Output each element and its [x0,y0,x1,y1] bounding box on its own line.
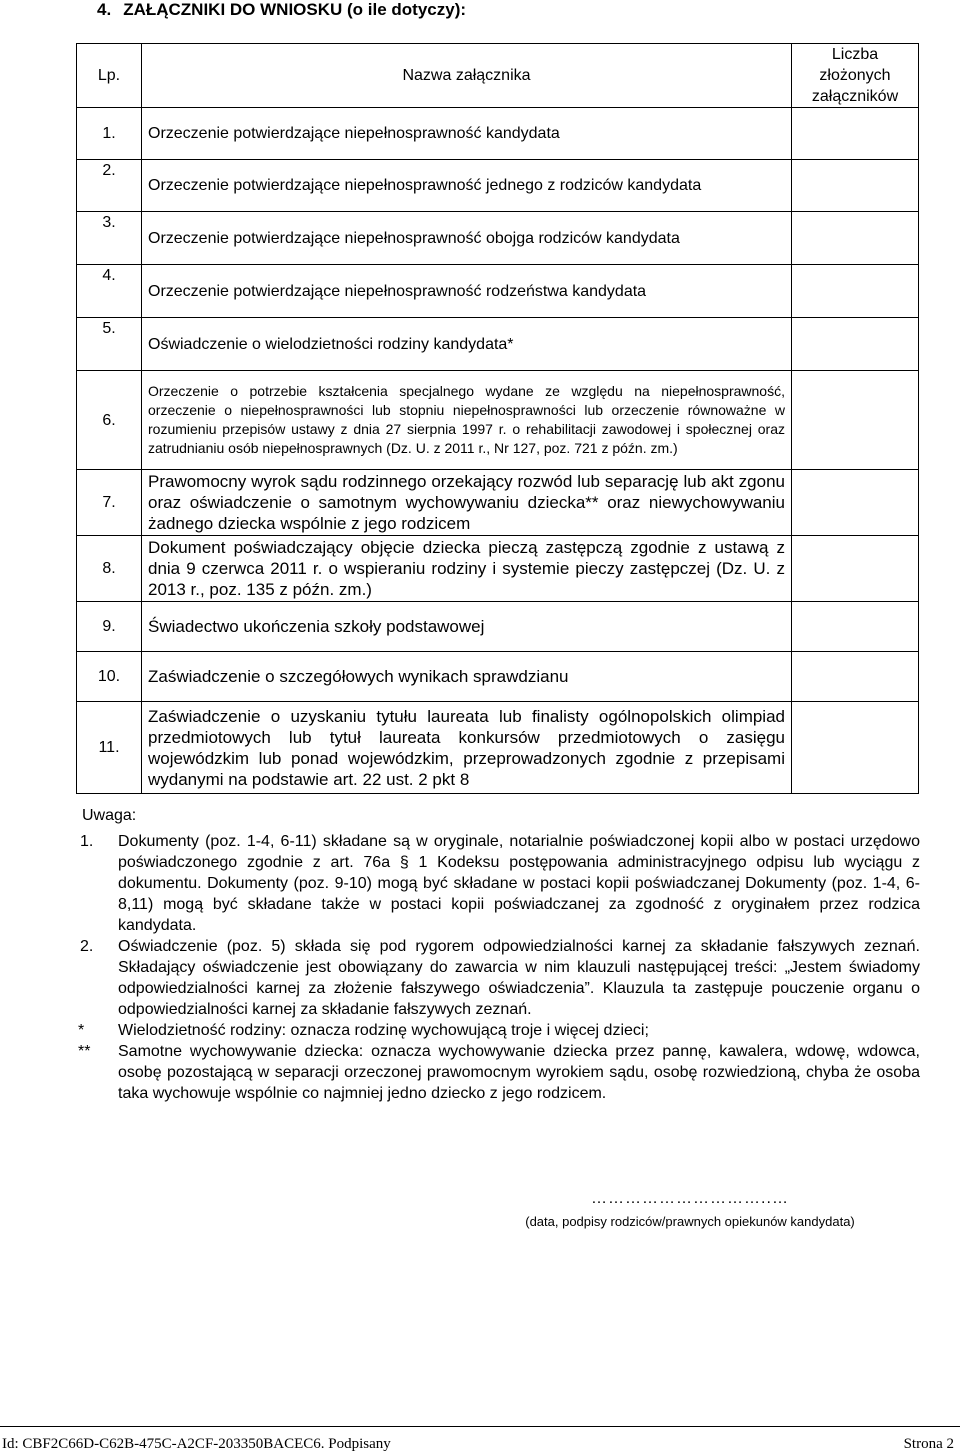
table-row [77,702,919,794]
row-lp: 1. [77,108,142,160]
attachments-table [76,43,919,794]
note-item [78,936,920,1020]
table-row [77,160,919,212]
row-name: Orzeczenie potwierdzające niepełnosprawność rodzeństwa kandydata [142,265,792,318]
table-row [77,470,919,536]
notes-section [78,805,920,1104]
table-row [77,602,919,652]
note-text: Dokumenty (poz. 1-4, 6-11) składane są w oryginale, notarialnie poświadczonej kopii albo w postaci urzędowo poświadczonego zgodnie z art. 76a § 1 Kodeksu postępowania administracyjnego odpisu lub wyciągu z dokumentu. Dokumenty (poz. 9-10) mogą być składane w postaci kopii poświadczanej Dokumenty (poz. 1-4, 6-8,11) mogą być składane także w postaci kopii poświadczanej za zgodność z oryginałem przez rodzica kandydata. [118,833,920,934]
row-count-cell[interactable] [792,371,919,470]
signature-block [480,1190,900,1229]
row-count-cell[interactable] [792,536,919,602]
row-lp: 4. [77,265,142,318]
row-count-cell[interactable] [792,652,919,702]
row-lp: 8. [77,536,142,602]
row-name: Zaświadczenie o szczegółowych wynikach sprawdzianu [142,652,792,702]
row-name: Orzeczenie potwierdzające niepełnosprawność kandydata [142,108,792,160]
row-count-cell[interactable] [792,212,919,265]
table-row [77,652,919,702]
table-row [77,371,919,470]
section-number: 4. [97,0,112,19]
row-name: Świadectwo ukończenia szkoły podstawowej [142,602,792,652]
row-lp: 5. [77,318,142,371]
footnote-marker: * [78,1022,85,1039]
row-lp: 2. [77,160,142,212]
table-row [77,212,919,265]
note-marker: 2. [80,938,94,955]
header-lp: Lp. [77,44,142,108]
row-count-cell[interactable] [792,265,919,318]
row-count-cell[interactable] [792,318,919,371]
header-name: Nazwa załącznika [142,44,792,108]
page-number: Strona 2 [903,1436,954,1452]
table-row [77,265,919,318]
note-item [78,831,920,936]
row-count-cell[interactable] [792,702,919,794]
section-heading [97,0,466,20]
row-count-cell[interactable] [792,602,919,652]
row-name: Orzeczenie potwierdzające niepełnosprawność jednego z rodziców kandydata [142,160,792,212]
table-row [77,108,919,160]
row-lp: 3. [77,212,142,265]
page-footer [2,1436,954,1453]
section-title: ZAŁĄCZNIKI DO WNIOSKU (o ile dotyczy): [123,0,467,19]
row-name: Dokument poświadczający objęcie dziecka pieczą zastępczą zgodnie z ustawą z dnia 9 czerwca 2011 r. o wspieraniu rodziny i systemie pieczy zastępczej (Dz. U. z 2013 r., poz. 135 z późn. zm.) [142,536,792,602]
footnote-text: Samotne wychowywanie dziecka: oznacza wychowywanie dziecka przez pannę, kawalera, wdowę, wdowca, osobę pozostającą w separacji orzeczonej prawomocnym wyrokiem sądu, osobę rozwiedzioną, chyba że osoba taka wychowuje wspólnie co najmniej jedno dziecko z jego rodzicem. [118,1043,920,1102]
note-marker: 1. [80,833,94,850]
signature-caption: (data, podpisy rodziców/prawnych opiekunów kandydata) [525,1214,855,1229]
row-name: Oświadczenie o wielodzietności rodziny kandydata* [142,318,792,371]
signature-line[interactable]: …………………………..… [591,1190,789,1207]
row-lp: 11. [77,702,142,794]
row-count-cell[interactable] [792,160,919,212]
row-count-cell[interactable] [792,470,919,536]
row-lp: 9. [77,602,142,652]
row-lp: 6. [77,371,142,470]
footnote-marker: ** [78,1043,91,1060]
row-lp: 10. [77,652,142,702]
row-name: Orzeczenie potwierdzające niepełnosprawność obojga rodziców kandydata [142,212,792,265]
footer-divider [0,1426,960,1427]
row-lp: 7. [77,470,142,536]
table-row [77,318,919,371]
footnote-item [78,1041,920,1104]
row-name: Prawomocny wyrok sądu rodzinnego orzekający rozwód lub separację lub akt zgonu oraz oświadczenie o samotnym wychowywaniu dziecka** oraz niewychowywaniu żadnego dziecka wspólnie z jego rodzicem [142,470,792,536]
note-text: Oświadczenie (poz. 5) składa się pod rygorem odpowiedzialności karnej za składanie fałszywych zeznań. Składający oświadczenie jest obowiązany do zawarcia w nim klauzuli następującej treści: „Jestem świadomy odpowiedzialności karnej za złożenie fałszywego oświadczenia”. Klauzula ta zastępuje pouczenie organu o odpowiedzialności karnej za składanie fałszywych zeznań. [118,938,920,1018]
table-row [77,536,919,602]
footnote-item [78,1020,920,1041]
row-count-cell[interactable] [792,108,919,160]
table-header-row [77,44,919,108]
footnote-text: Wielodzietność rodziny: oznacza rodzinę wychowującą troje i więcej dzieci; [118,1022,649,1039]
header-count: Liczba złożonych załączników [792,44,919,108]
row-name: Orzeczenie o potrzebie kształcenia specjalnego wydane ze względu na niepełnosprawność, orzeczenie o niepełnosprawności lub stopniu niepełnosprawności lub orzeczenie równoważne w rozumieniu przepisów ustawy z dnia 27 sierpnia 1997 r. o rehabilitacji zawodowej i społecznej oraz zatrudnianiu osób niepełnosprawnych (Dz. U. z 2011 r., Nr 127, poz. 721 z późn. zm.) [142,371,792,470]
notes-heading: Uwaga: [82,807,137,824]
row-name: Zaświadczenie o uzyskaniu tytułu laureata lub finalisty ogólnopolskich olimpiad przedmiotowych lub tytuł laureata konkursów przedmiotowych o zasięgu wojewódzkim lub ponad wojewódzkim, przeprowadzonych zgodnie z przepisami wydanymi na podstawie art. 22 ust. 2 pkt 8 [142,702,792,794]
document-id: Id: CBF2C66D-C62B-475C-A2CF-203350BACEC6. Podpisany [2,1436,391,1452]
